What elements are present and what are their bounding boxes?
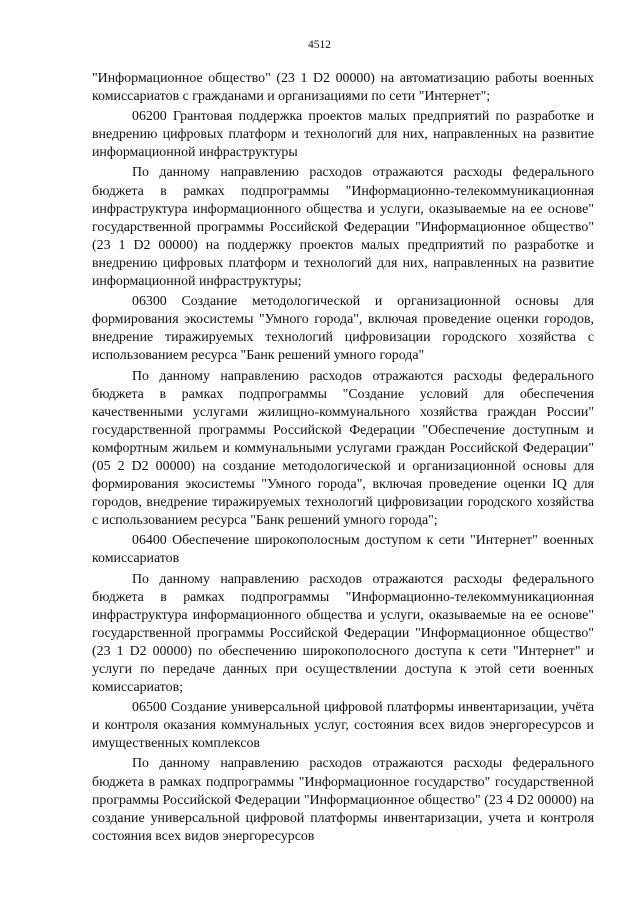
paragraph-06300-heading: 06300 Создание методологической и организационной основы для формирования экосистемы "Умного города", включая проведение оценки городов, внедрение тиражируемых технологий цифровизации городского хозяйства с использованием ресурса "Банк решений умного города" <box>92 294 594 364</box>
page-number: 4512 <box>308 39 331 51</box>
paragraph-06500-heading: 06500 Создание универсальной цифровой платформы инвентаризации, учёта и контроля оказания коммунальных услуг, состояния всех видов энергоресурсов и имущественных комплексов <box>92 700 594 752</box>
paragraph-06200-description: По данному направлению расходов отражаются расходы федерального бюджета в рамках подпрограммы "Информационно-телекоммуникационная инфраструктура информационного общества и услуги, оказываемые на ее основе" государственной программы Российской Федерации "Информационное общество" (23 1 D2 00000) на поддержку проектов малых предприятий по разработке и внедрению цифровых платформ и технологий для них, направленных на развитие информационной инфраструктуры; <box>92 165 594 290</box>
paragraph-continuation: "Информационное общество" (23 1 D2 00000) на автоматизацию работы военных комиссариатов с гражданами и организациями по сети "Интернет"; <box>92 71 594 105</box>
paragraph-06300-description: По данному направлению расходов отражаются расходы федерального бюджета в рамках подпрограммы "Создание условий для обеспечения качественными услугами жилищно-коммунального хозяйства граждан России" государственной программы Российской Федерации "Обеспечение доступным и комфортным жильем и коммунальными услугами граждан Российской Федерации" (05 2 D2 00000) на создание методологической и организационной основы для формирования экосистемы "Умного города", включая проведение оценки IQ для городов, внедрение тиражируемых технологий цифровизации городского хозяйства с использованием ресурса "Банк решений умного города"; <box>92 368 594 529</box>
paragraph-06200-heading: 06200 Грантовая поддержка проектов малых предприятий по разработке и внедрению цифровых платформ и технологий для них, направленных на развитие информационной инфраструктуры <box>92 109 594 161</box>
paragraph-06400-description: По данному направлению расходов отражаются расходы федерального бюджета в рамках подпрограммы "Информационно-телекоммуникационная инфраструктура информационного общества и услуги, оказываемые на ее основе" государственной программы Российской Федерации "Информационное общество" (23 1 D2 00000) по обеспечению широкополосного доступа к сети "Интернет" и услуги по передаче данных при осуществлении доступа к этой сети военных комиссариатов; <box>92 571 594 696</box>
paragraph-06500-description: По данному направлению расходов отражаются расходы федерального бюджета в рамках подпрограммы "Информационное государство" государственной программы Российской Федерации "Информационное общество" (23 4 D2 00000) на создание универсальной цифровой платформы инвентаризации, учета и контроля состояния всех видов энергоресурсов <box>92 756 594 844</box>
document-body <box>92 70 594 846</box>
paragraph-06400-heading: 06400 Обеспечение широкополосным доступом к сети "Интернет" военных комиссариатов <box>92 533 594 567</box>
